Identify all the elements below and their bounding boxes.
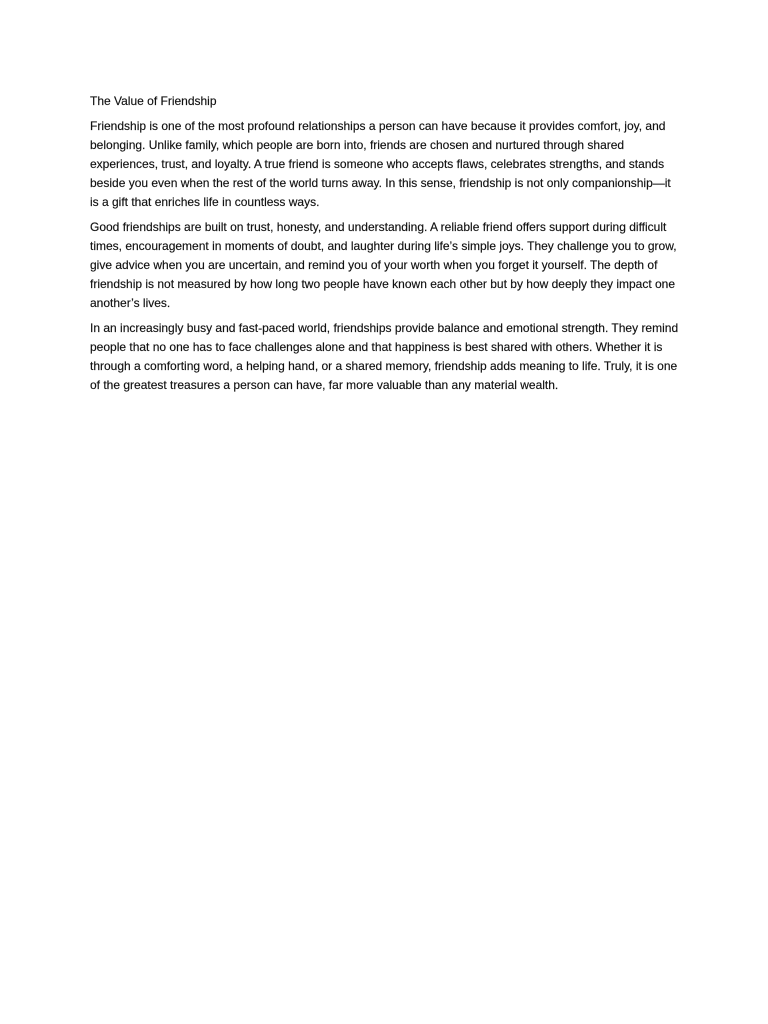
document-body	[90, 92, 682, 401]
paragraph-2: Good friendships are built on trust, honesty, and understanding. A reliable friend offers support during difficult times, encouragement in moments of doubt, and laughter during life’s simple joys. They challenge you to grow, give advice when you are uncertain, and remind you of your worth when you forget it yourself. The depth of friendship is not measured by how long two people have known each other but by how deeply they impact one another’s lives.	[90, 220, 677, 310]
paragraph-1: Friendship is one of the most profound relationships a person can have because it provides comfort, joy, and belonging. Unlike family, which people are born into, friends are chosen and nurtured through shared experiences, trust, and loyalty. A true friend is someone who accepts flaws, celebrates strengths, and stands beside you even when the rest of the world turns away. In this sense, friendship is not only companionship—it is a gift that enriches life in countless ways.	[90, 119, 671, 209]
paragraph-3: In an increasingly busy and fast-paced world, friendships provide balance and emotional strength. They remind people that no one has to face challenges alone and that happiness is best shared with others. Whether it is through a comforting word, a helping hand, or a shared memory, friendship adds meaning to life. Truly, it is one of the greatest treasures a person can have, far more valuable than any material wealth.	[90, 321, 679, 392]
document-title: The Value of Friendship	[90, 94, 217, 108]
